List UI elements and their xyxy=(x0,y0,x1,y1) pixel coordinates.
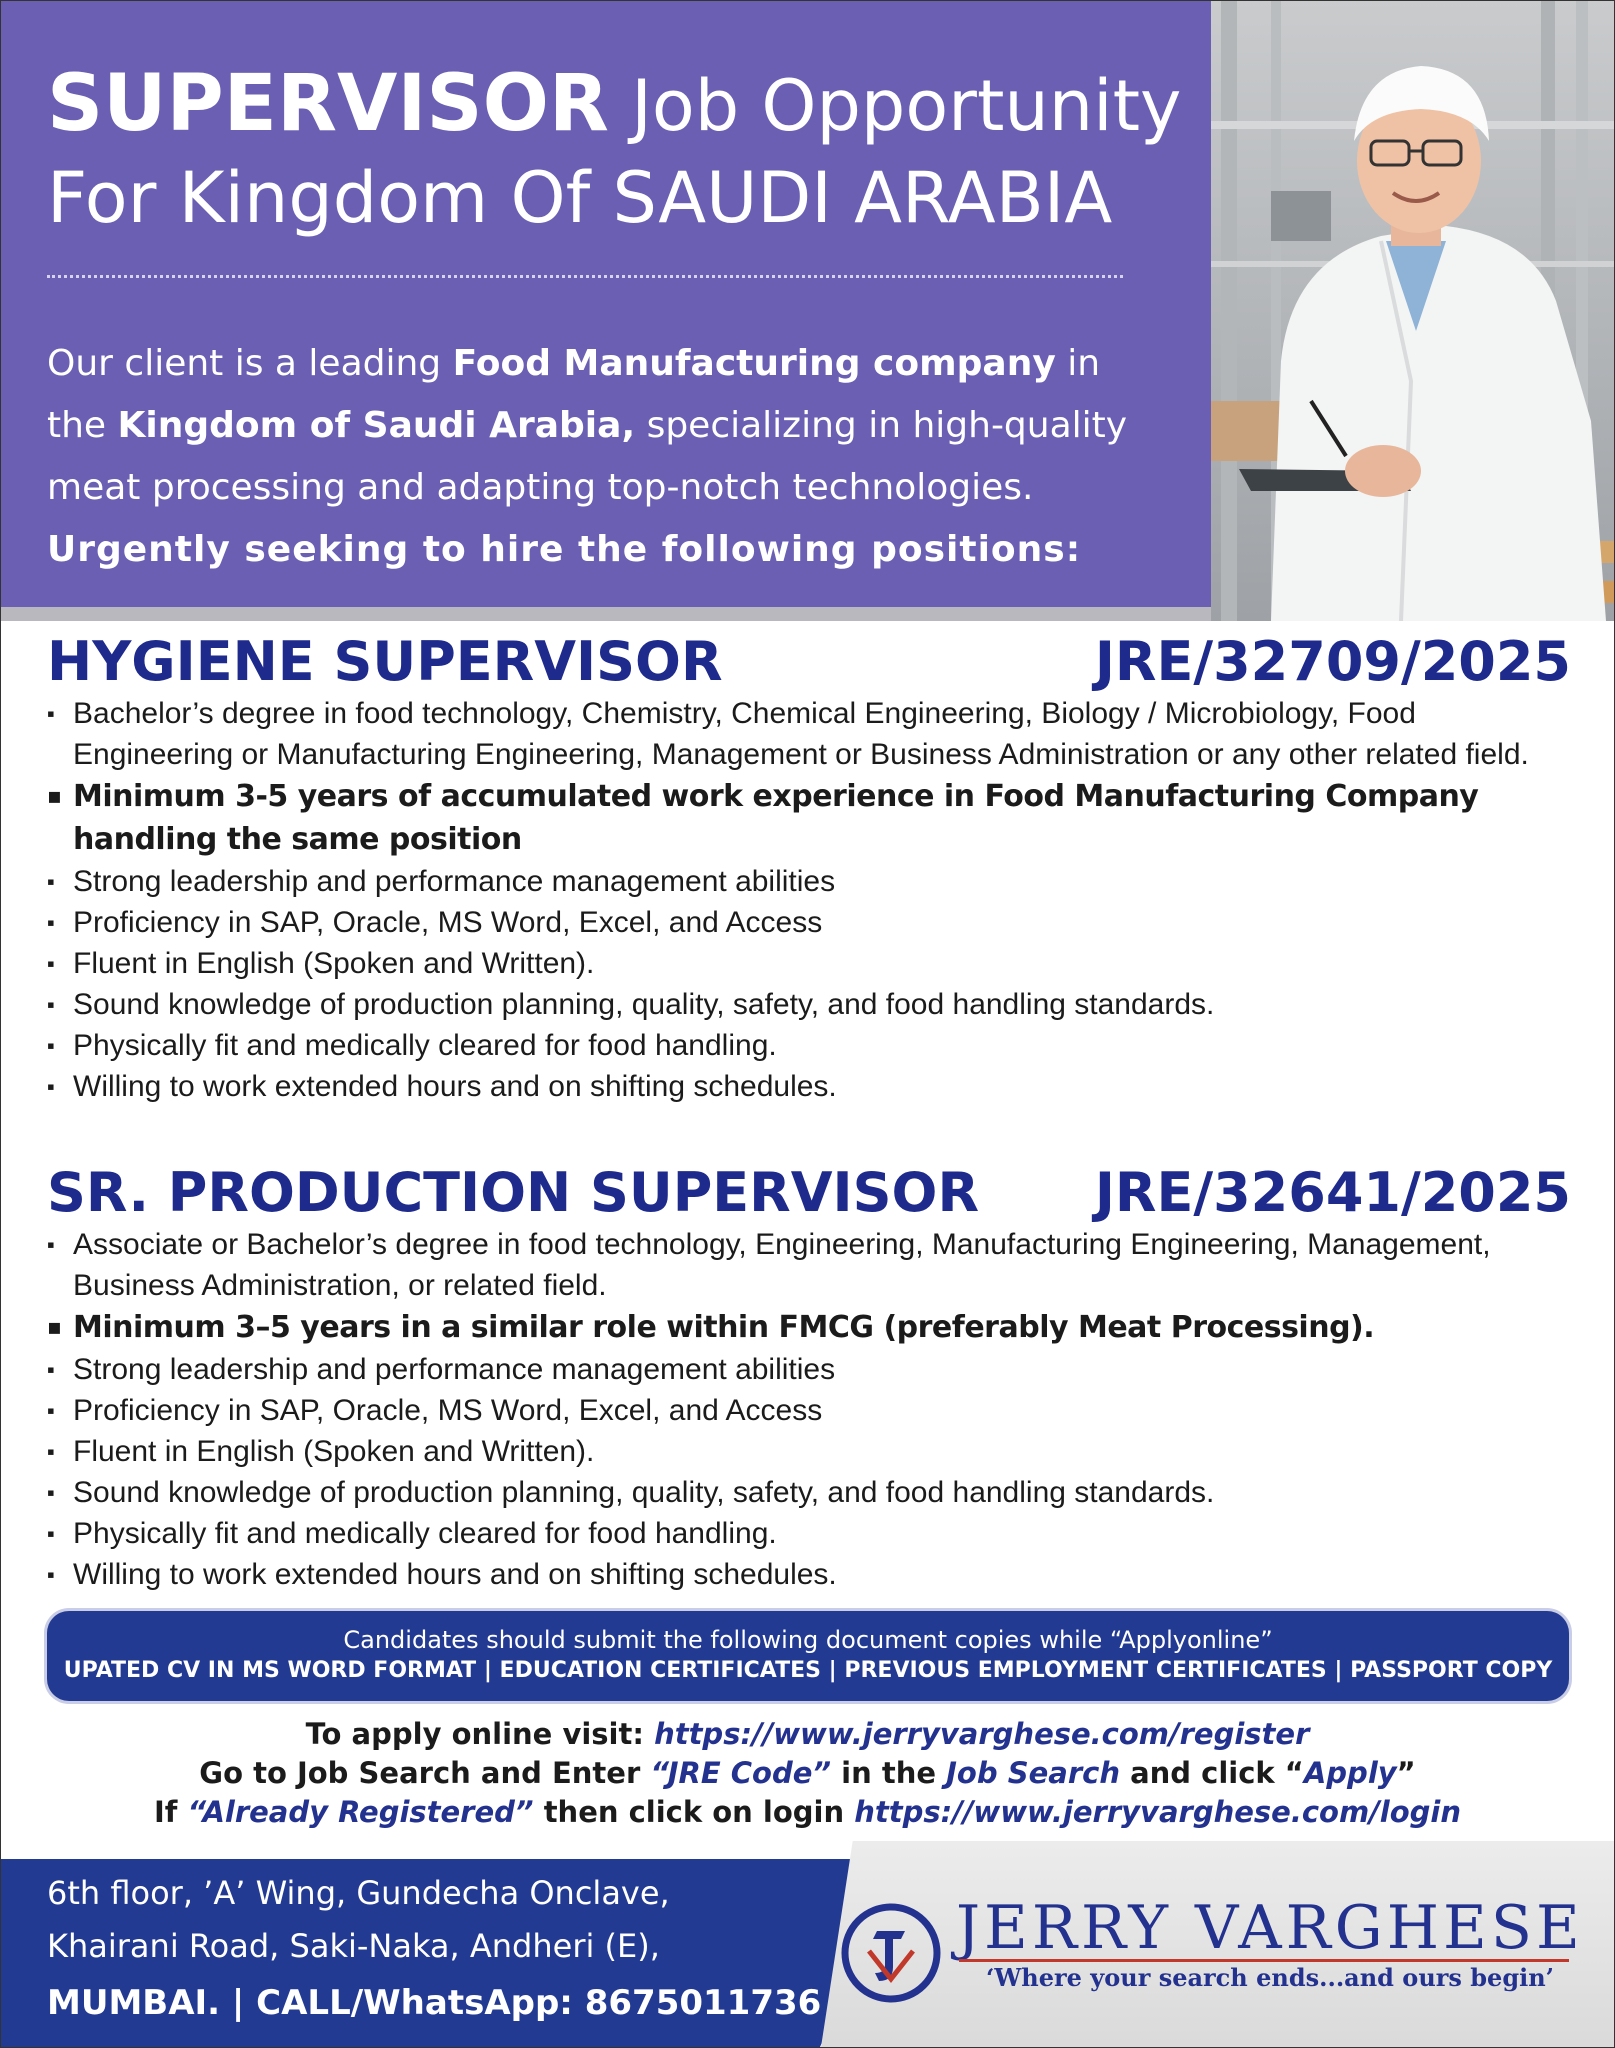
intro-text: specializing in high-quality xyxy=(635,405,1128,446)
apply-instruction xyxy=(1,1793,1614,1831)
list-item: ▪ Sound knowledge of production planning, quality, safety, and food handling standards. xyxy=(47,1472,1571,1513)
list-item: ▪ Proficiency in SAP, Oracle, MS Word, Excel, and Access xyxy=(47,902,1571,943)
list-item: ▪ Minimum 3-5 years of accumulated work experience in Food Manufacturing Company handling the same position xyxy=(47,775,1571,861)
intro-text: in xyxy=(1055,343,1101,384)
supervisor-photo-illustration xyxy=(1211,1,1614,621)
intro-bold: Kingdom of Saudi Arabia, xyxy=(117,405,636,446)
brand-tagline: ‘Where your search ends...and ours begin’ xyxy=(986,1963,1555,1992)
address-line: 6th floor, ’A’ Wing, Gundecha Onclave, xyxy=(47,1874,670,1912)
apply-highlight: “Already Registered” xyxy=(187,1795,534,1829)
supervisor-photo xyxy=(1211,1,1614,621)
brand-divider xyxy=(959,1959,1569,1962)
intro-urgent: Urgently seeking to hire the following positions: xyxy=(47,529,1082,570)
intro-text: meat processing and adapting top-notch technologies. xyxy=(47,467,1034,508)
list-item: ▪ Proficiency in SAP, Oracle, MS Word, Excel, and Access xyxy=(47,1390,1571,1431)
title-bold: SUPERVISOR xyxy=(47,59,609,149)
header-banner xyxy=(1,1,1211,609)
position-code: JRE/32709/2025 xyxy=(1094,630,1571,693)
list-item: ▪ Physically fit and medically cleared for food handling. xyxy=(47,1025,1571,1066)
apply-text: in the xyxy=(831,1756,947,1790)
position-title: SR. PRODUCTION SUPERVISOR xyxy=(47,1161,980,1224)
position-sr-production-supervisor xyxy=(47,1162,1571,1595)
page-title xyxy=(47,59,1181,151)
position-hygiene-supervisor xyxy=(47,631,1571,1107)
intro-text: Our client is a leading xyxy=(47,343,453,384)
list-item: ▪ Minimum 3–5 years in a similar role within FMCG (preferably Meat Processing). xyxy=(47,1306,1571,1349)
brand-name: JERRY VARGHESE xyxy=(956,1893,1584,1963)
page-subtitle: For Kingdom Of SAUDI ARABIA xyxy=(47,157,1113,239)
intro-text: the xyxy=(47,405,118,446)
apply-highlight: “JRE Code” xyxy=(650,1756,832,1790)
login-link[interactable]: https://www.jerryvarghese.com/login xyxy=(854,1795,1461,1829)
apply-instruction xyxy=(1,1715,1614,1753)
apply-text: If xyxy=(154,1795,188,1829)
documents-banner xyxy=(47,1611,1569,1701)
documents-list: UPATED CV IN MS WORD FORMAT | EDUCATION CERTIFICATES | PREVIOUS EMPLOYMENT CERTIFICATES | PASSPORT COPY xyxy=(63,1658,1553,1683)
list-item: ▪ Willing to work extended hours and on shifting schedules. xyxy=(47,1066,1571,1107)
apply-highlight: Job Search xyxy=(946,1756,1120,1790)
apply-text: To apply online visit: xyxy=(305,1717,655,1751)
requirements-list xyxy=(47,1224,1571,1595)
contact-line: MUMBAI. | CALL/WhatsApp: 8675011736 xyxy=(47,1983,822,2023)
jerry-varghese-logo-icon xyxy=(839,1901,943,2005)
position-title: HYGIENE SUPERVISOR xyxy=(47,630,723,693)
register-link[interactable]: https://www.jerryvarghese.com/register xyxy=(654,1717,1310,1751)
apply-instruction xyxy=(1,1754,1614,1792)
apply-text: Go to Job Search and Enter xyxy=(199,1756,651,1790)
list-item: ▪ Bachelor’s degree in food technology, Chemistry, Chemical Engineering, Biology / Microbiology, Food Engineering or Manufacturing Engineering, Management or Business Administration or any other related field. xyxy=(47,693,1571,775)
list-item: ▪ Sound knowledge of production planning, quality, safety, and food handling standards. xyxy=(47,984,1571,1025)
title-rest: Job Opportunity xyxy=(608,65,1182,147)
list-item: ▪ Fluent in English (Spoken and Written). xyxy=(47,943,1571,984)
list-item: ▪ Physically fit and medically cleared for food handling. xyxy=(47,1513,1571,1554)
list-item: ▪ Strong leadership and performance management abilities xyxy=(47,1349,1571,1390)
requirements-list xyxy=(47,693,1571,1107)
position-header xyxy=(47,1162,1571,1224)
header-underline xyxy=(1,607,1211,621)
intro-bold: Food Manufacturing company xyxy=(452,343,1056,384)
documents-intro: Candidates should submit the following document copies while “Applyonline” xyxy=(343,1626,1273,1654)
apply-text: ” xyxy=(1396,1756,1416,1790)
address-line: Khairani Road, Saki-Naka, Andheri (E), xyxy=(47,1927,660,1965)
list-item: ▪ Willing to work extended hours and on shifting schedules. xyxy=(47,1554,1571,1595)
divider xyxy=(47,275,1123,278)
list-item: ▪ Associate or Bachelor’s degree in food technology, Engineering, Manufacturing Engineering, Management, Business Administration, or related field. xyxy=(47,1224,1571,1306)
position-code: JRE/32641/2025 xyxy=(1094,1161,1571,1224)
apply-highlight: Apply xyxy=(1303,1756,1397,1790)
apply-text: then click on login xyxy=(533,1795,855,1829)
position-header xyxy=(47,631,1571,693)
list-item: ▪ Strong leadership and performance management abilities xyxy=(47,861,1571,902)
intro-paragraph xyxy=(47,333,1197,581)
apply-text: and click “ xyxy=(1119,1756,1304,1790)
list-item: ▪ Fluent in English (Spoken and Written). xyxy=(47,1431,1571,1472)
